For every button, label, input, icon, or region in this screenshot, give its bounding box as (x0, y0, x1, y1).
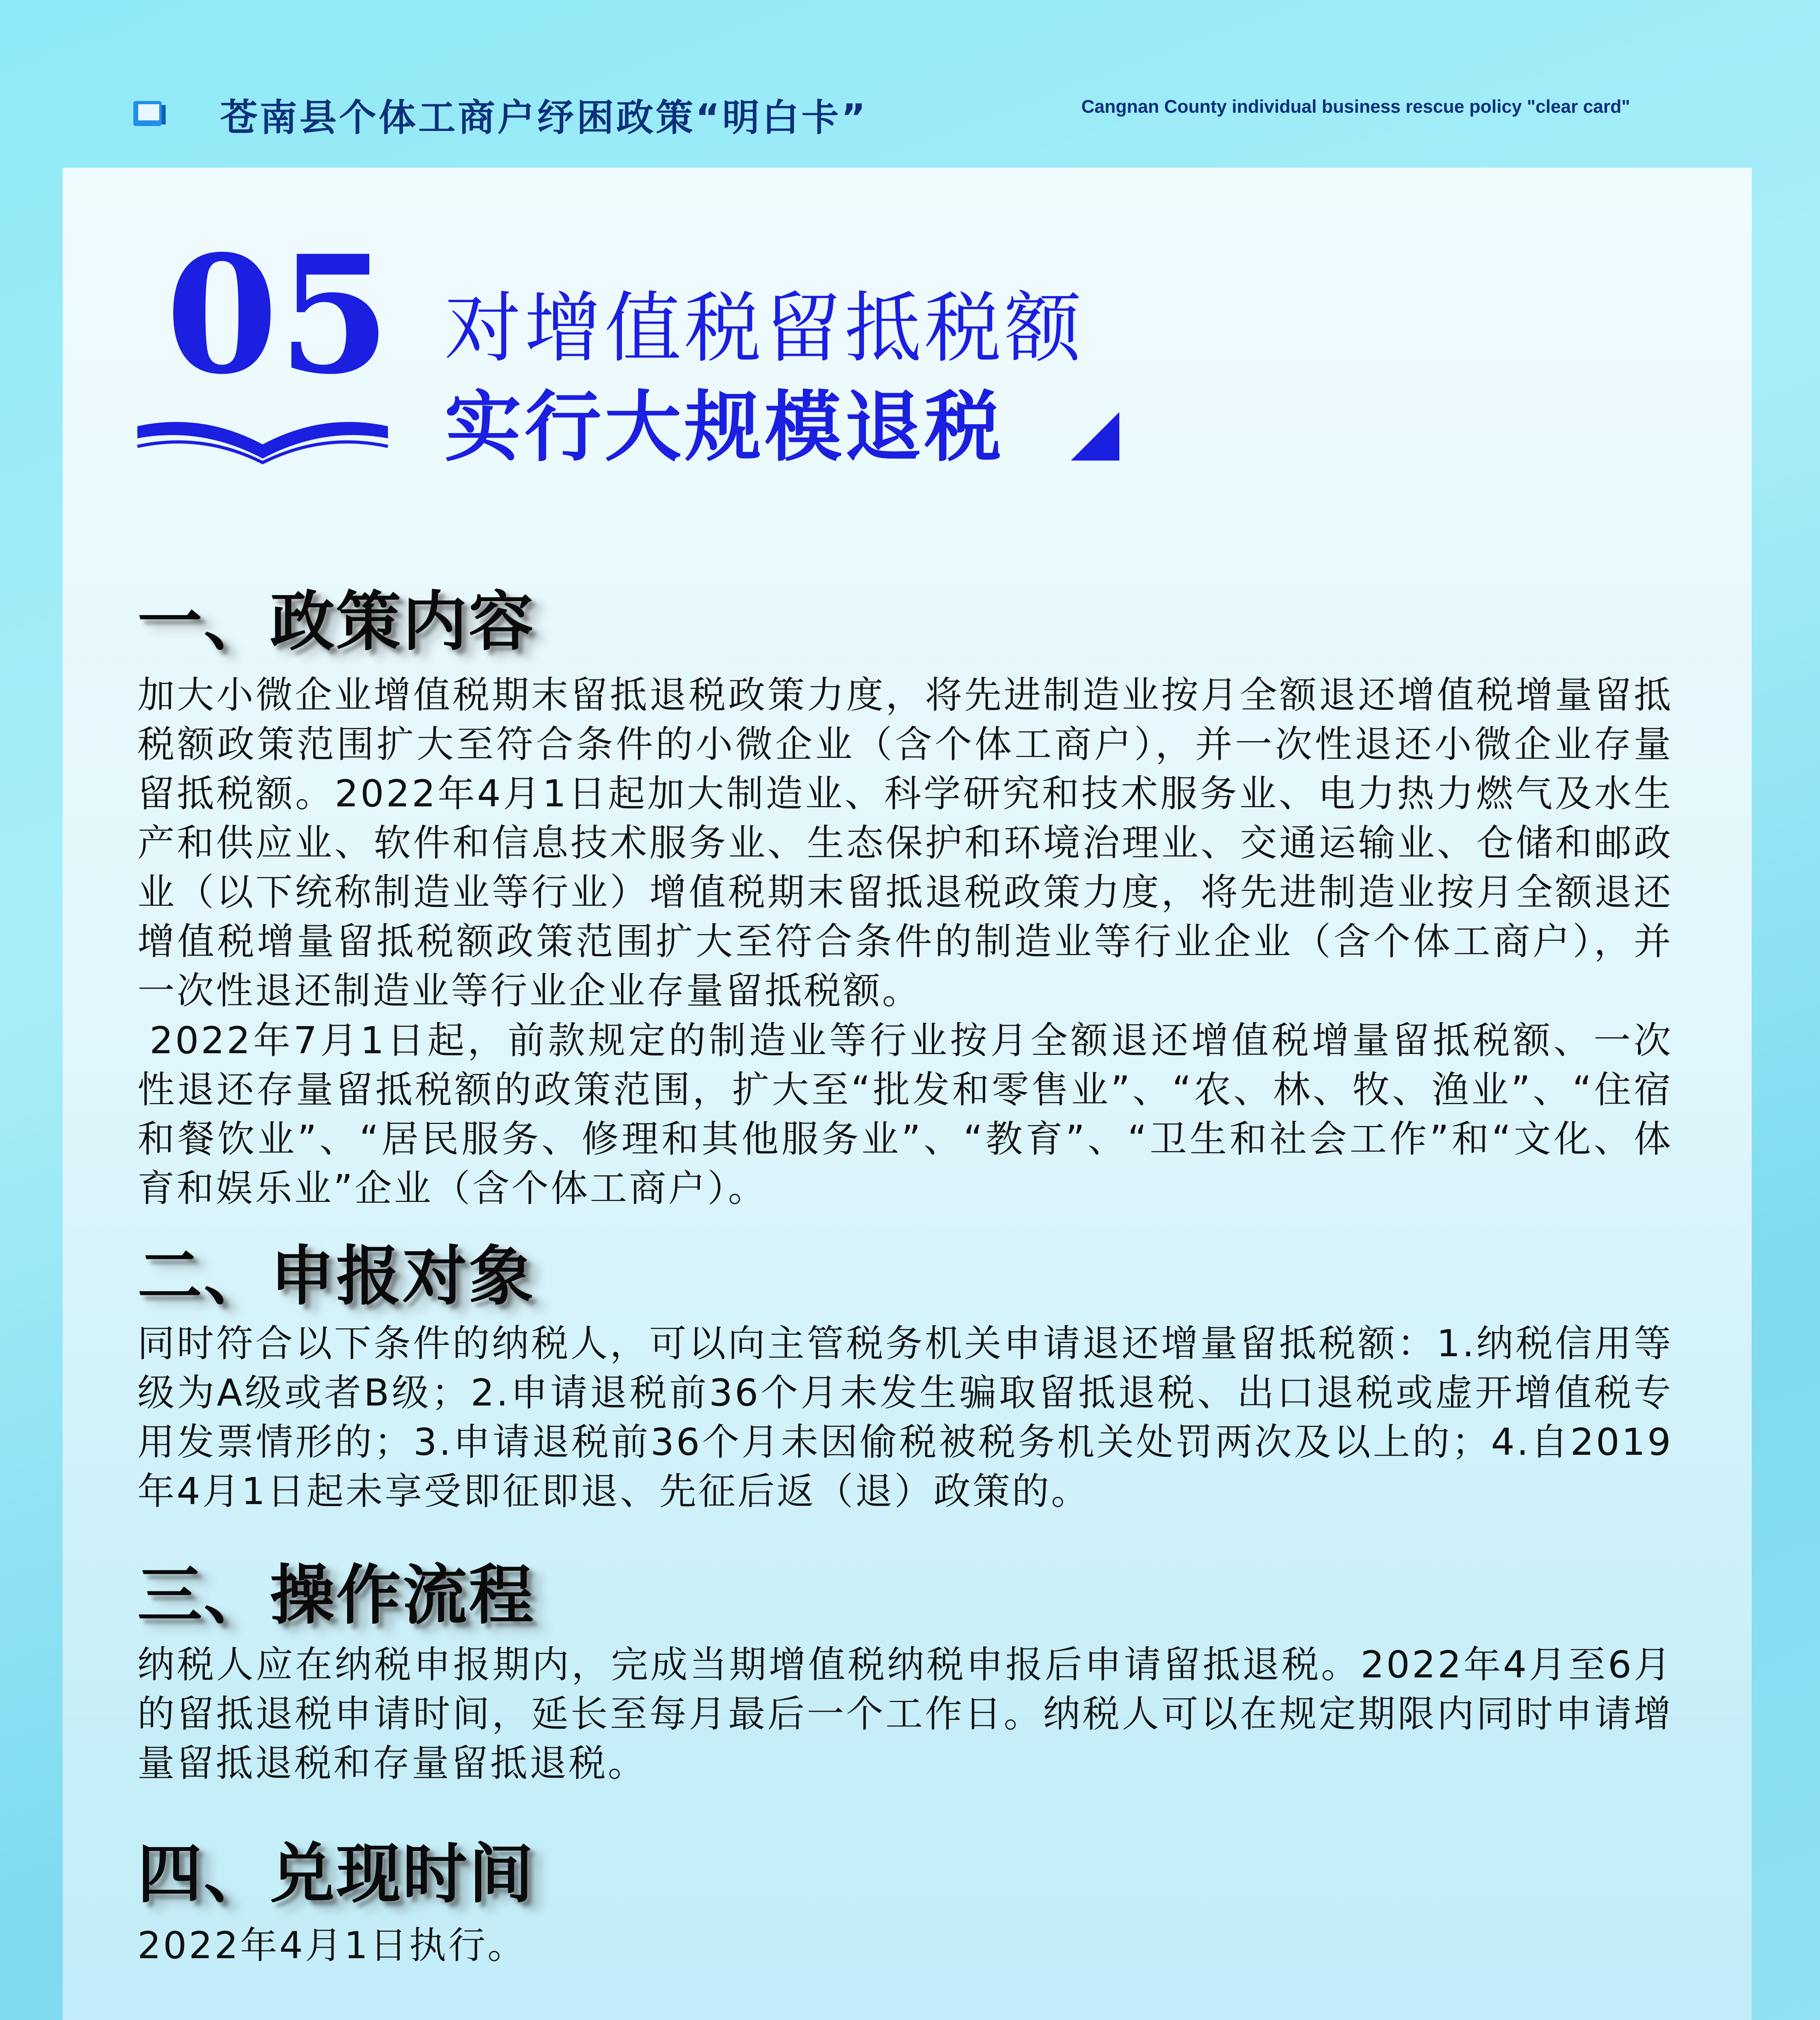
section-heading-applicants: 二、申报对象 (137, 1238, 535, 1314)
policy-number-badge (133, 220, 392, 465)
section-heading-responsibility (137, 2006, 535, 2020)
page-title-line2: 实行大规模退税 (444, 383, 1005, 472)
section-body-timing: 2022年4月1日执行。 (137, 1924, 527, 1967)
section-heading-process: 三、操作流程 (137, 1557, 535, 1633)
section-body-process: 纳税人应在纳税申报期内，完成当期增值税纳税申报后申请留抵退税。2022年4月至6月的留抵退税申请时间，延长至每月最后一个工作日。纳税人可以在规定期限内同时申请增量留抵退税和存量留抵退税。 (137, 1643, 1673, 1785)
page-title-line1: 对增值税留抵税额 (444, 284, 1085, 373)
section-heading-policy-content: 一、政策内容 (137, 584, 535, 659)
section-heading-timing: 四、兑现时间 (137, 1836, 535, 1912)
section-body-applicants: 同时符合以下条件的纳税人，可以向主管税务机关申请退还增量留抵税额：1.纳税信用等级为A级或者B级；2.申请退税前36个月未发生骗取留抵退税、出口退税或虚开增值税专用发票情形的；3.申请退税前36个月未因偷税被税务机关处罚两次及以上的；4.自2019年4月1日起未享受即征即退、先征后返（退）政策的。 (137, 1322, 1673, 1513)
header-title: 苍南县个体工商户纾困政策“明白卡” (220, 96, 868, 139)
section-body-policy-content: 加大小微企业增值税期末留抵退税政策力度，将先进制造业按月全额退还增值税增量留抵税额政策范围扩大至符合条件的小微企业（含个体工商户），并一次性退还小微企业存量留抵税额。2022年4月1日起加大制造业、科学研究和技术服务业、电力热力燃气及水生产和供应业、软件和信息技术服务业、生态保护和环境治理业、交通运输业、仓储和邮政业（以下统称制造业等行业）增值税期末留抵退税政策力度，将先进制造业按月全额退还增值税增量留抵税额政策范围扩大至符合条件的制造业等行业企业（含个体工商户），并一次性退还制造业等行业企业存量留抵税额。 (137, 673, 1673, 1012)
header-title-en: Cangnan County individual business rescue policy "clear card" (1081, 96, 1630, 117)
page-header (0, 77, 1820, 145)
section-body-policy-content-2: 2022年7月1日起，前款规定的制造业等行业按月全额退还增值税增量留抵税额、一次性退还存量留抵税额的政策范围，扩大至“批发和零售业”、“农、林、牧、渔业”、“住宿和餐饮业”、“居民服务、修理和其他服务业”、“教育”、“卫生和社会工作”和“文化、体育和娱乐业”企业（含个体工商户）。 (137, 1019, 1673, 1210)
open-book-lines-icon (133, 388, 392, 465)
policy-number: 05 (166, 220, 391, 410)
corner-triangle-icon (1071, 412, 1119, 461)
book-icon (133, 101, 166, 126)
